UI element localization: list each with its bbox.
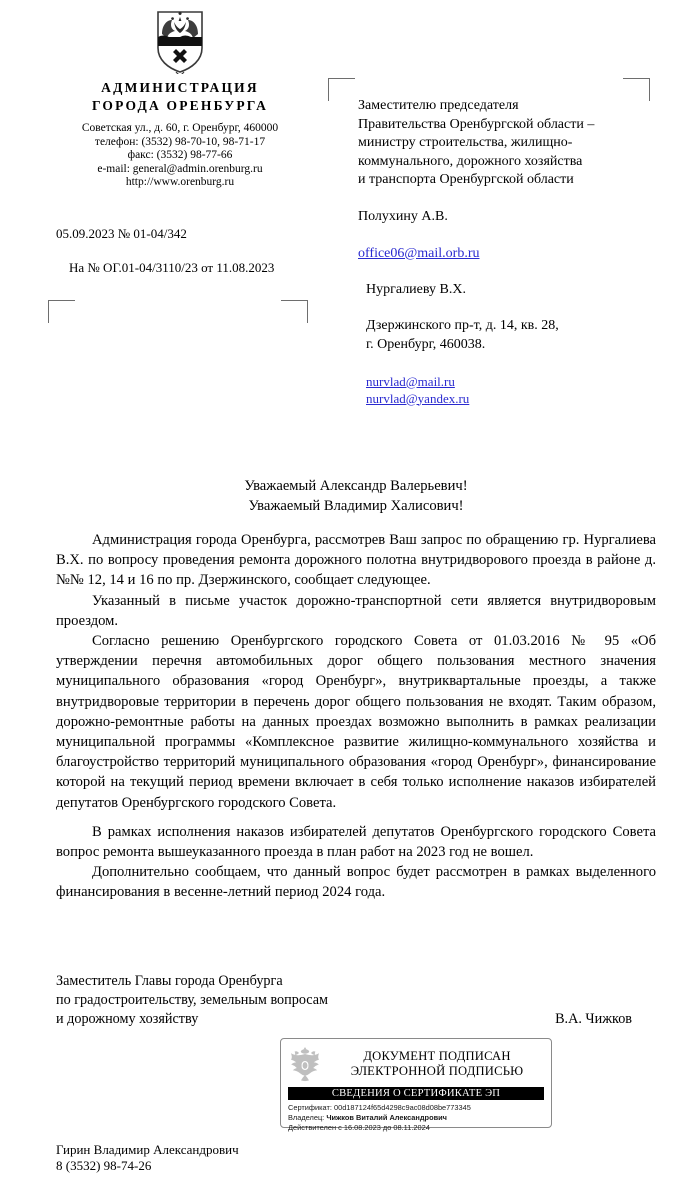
document-outgoing-reference: 05.09.2023 № 01-04/342: [56, 226, 187, 241]
esign-title-line2: ЭЛЕКТРОННОЙ ПОДПИСЬЮ: [350, 1064, 524, 1078]
russian-double-headed-eagle-icon: [288, 1044, 322, 1084]
addressee-block: [358, 97, 658, 407]
addressee-secondary-address-line2: г. Оренбург, 460038.: [366, 336, 486, 352]
organization-phone: телефон: (3532) 98-70-10, 98-71-17: [94, 135, 266, 148]
organization-contacts: [47, 122, 313, 190]
esign-certificate-bar: СВЕДЕНИЯ О СЕРТИФИКАТЕ ЭП: [288, 1087, 544, 1100]
organization-fax: факс: (3532) 98-77-66: [127, 149, 233, 162]
addressee-secondary-address: [358, 317, 658, 354]
esign-certificate-details: [288, 1103, 544, 1132]
salutation: [56, 476, 656, 516]
body-paragraph-1: Администрация города Оренбурга, рассмотрев Ваш запрос по обращению гр. Нургалиева В.Х. по вопросу проведения ремонта дорожного полотна внутридворового проезда в районе д. №№ 12, 14 и 16 по пр. Дзержинского, сообщает следующее.: [56, 532, 656, 589]
addressee-position-line2: Правительства Оренбургской области –: [358, 116, 595, 132]
addressee-position: [358, 97, 658, 190]
addressee-primary-email-group: [358, 245, 658, 263]
addressee-position-line3: министру строительства, жилищно-: [358, 135, 573, 151]
letterhead: [47, 8, 313, 190]
body-paragraph-3: Согласно решению Оренбургского городского Совета от 01.03.2016 № 95 «Об утверждении перечня автомобильных дорог общего пользования местного значения муниципального образования «город Оренбург», внутриквартальные проезды, а также внутридворовые территории в перечень дорог общего пользования не входят. Таким образом, дорожно-ремонтные работы на данных проездах возможно выполнить в рамках реализации муниципальной программы «Комплексное развитие жилищно-коммунального хозяйства и благоустройство территорий муниципального образования «город Оренбург», финансирование которой на текущий период времени включает в себя только исполнение наказов избирателей депутатов Оренбургского городского Совета.: [56, 633, 656, 811]
esign-certificate-label: Сертификат:: [288, 1103, 332, 1112]
esign-certificate-row: [288, 1103, 544, 1113]
signature-block: [56, 972, 656, 1030]
executor-name: Гирин Владимир Александрович: [56, 1142, 239, 1157]
esign-title: [330, 1049, 544, 1080]
addressee-secondary-email-link-1[interactable]: nurvlad@mail.ru: [366, 373, 455, 389]
signatory-name: В.А. Чижков: [555, 1011, 632, 1028]
addressee-secondary-name: Нургалиеву В.Х.: [366, 281, 466, 297]
signatory-title-line2: по градостроительству, земельным вопросам: [56, 992, 329, 1009]
esign-owner-value: Чижков Виталий Александрович: [326, 1112, 447, 1122]
addressee-primary-name: Полухину А.В.: [358, 208, 448, 224]
esign-certificate-value: 00d187124f65d4298c9ac08d08be773345: [333, 1103, 471, 1112]
executor-block: [56, 1142, 239, 1175]
addressee-secondary-email-link-2[interactable]: nurvlad@yandex.ru: [366, 390, 470, 406]
addressee-secondary-address-line1: Дзержинского пр-т, д. 14, кв. 28,: [366, 318, 559, 334]
signatory-title-line3: и дорожному хозяйству: [56, 1011, 199, 1028]
esign-owner-row: [288, 1113, 544, 1123]
addressee-position-line4: коммунального, дорожного хозяйства: [358, 153, 583, 169]
electronic-signature-stamp: [280, 1038, 552, 1132]
addressee-primary-email-link[interactable]: office06@mail.orb.ru: [358, 245, 480, 261]
subject-placeholder-frame: [48, 300, 308, 330]
body-paragraph-5: Дополнительно сообщаем, что данный вопрос будет рассмотрен в рамках выделенного финансирования в весенне-летний период 2024 года.: [56, 864, 656, 901]
addressee-position-line1: Заместителю председателя: [358, 98, 519, 113]
body-paragraph-2: Указанный в письме участок дорожно-транспортной сети является внутридворовым проездом.: [56, 592, 656, 629]
organization-email: e-mail: general@admin.orenburg.ru: [97, 162, 263, 175]
orenburg-coat-of-arms-icon: [154, 8, 206, 74]
signatory-title-line1: Заместитель Главы города Оренбурга: [56, 973, 283, 989]
document-body: [56, 530, 656, 903]
esign-validity: Действителен с 16.08.2023 до 08.11.2024: [288, 1122, 430, 1132]
organization-name-line2: ГОРОДА ОРЕНБУРГА: [91, 98, 269, 113]
salutation-line2: Уважаемый Владимир Халисович!: [248, 498, 464, 514]
addressee-position-line5: и транспорта Оренбургской области: [358, 172, 574, 188]
esign-header: [288, 1044, 544, 1084]
executor-phone: 8 (3532) 98-74-26: [56, 1158, 152, 1174]
organization-address: Советская ул., д. 60, г. Оренбург, 460000: [81, 122, 279, 134]
organization-website: http://www.orenburg.ru: [125, 176, 235, 189]
addressee-secondary-email-group: [358, 373, 658, 407]
salutation-line1: Уважаемый Александр Валерьевич!: [244, 478, 468, 494]
esign-title-line1: ДОКУМЕНТ ПОДПИСАН: [363, 1048, 511, 1063]
document-reply-reference: На № ОГ.01-04/3110/23 от 11.08.2023: [69, 260, 275, 275]
esign-owner-label: Владелец:: [288, 1112, 325, 1122]
body-paragraph-4: В рамках исполнения наказов избирателей депутатов Оренбургского городского Совета вопрос ремонта вышеуказанного проезда в план работ на 2023 год не вошел.: [56, 823, 656, 861]
organization-name-line1: АДМИНИСТРАЦИЯ: [101, 80, 259, 95]
